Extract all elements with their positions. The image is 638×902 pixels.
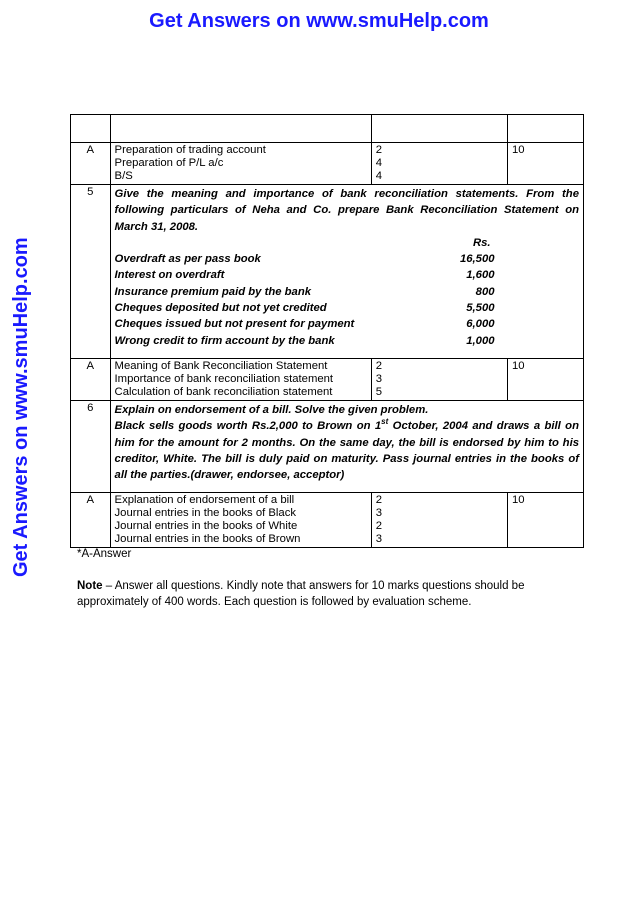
answer-total: 10 — [508, 493, 584, 548]
particular-label: Wrong credit to firm account by the bank — [114, 334, 335, 347]
ordinal-suffix: st — [381, 417, 389, 427]
mark-value: 2 — [375, 520, 382, 533]
particular-label: Overdraft as per pass book — [114, 253, 261, 266]
particular-row — [115, 333, 495, 349]
answer-label: A — [71, 143, 111, 185]
note-label: Note — [77, 580, 103, 592]
particular-amount: 6,000 — [466, 318, 495, 331]
note-text: – Answer all questions. Kindly note that answers for 10 marks questions should be approximately of 400 words. Each question is followed by evaluation scheme. — [77, 580, 525, 608]
question-text — [110, 400, 583, 492]
particular-amount: 16,500 — [459, 253, 495, 266]
particular-label: Insurance premium paid by the bank — [114, 285, 312, 298]
answer-item: Journal entries in the books of Brown — [114, 533, 301, 546]
answer-items — [110, 143, 371, 185]
particulars-header — [115, 235, 495, 251]
answer-label: A — [71, 358, 111, 400]
particular-amount: 1,600 — [466, 269, 495, 282]
answer-total: 10 — [508, 358, 584, 400]
answer-item: Meaning of Bank Reconciliation Statement — [114, 359, 328, 372]
answer-item: Preparation of trading account — [114, 144, 266, 156]
answer-item: B/S — [114, 170, 133, 182]
answer-item: Importance of bank reconciliation statement — [114, 372, 334, 385]
question-number: 5 — [71, 185, 111, 359]
particular-label: Cheques deposited but not yet credited — [114, 302, 327, 315]
particular-row — [115, 316, 495, 332]
mark-value: 5 — [375, 385, 382, 398]
mark-value: 2 — [375, 494, 382, 507]
question-table — [70, 114, 584, 548]
mark-value: 3 — [375, 507, 382, 520]
mark-value: 2 — [375, 144, 382, 156]
particular-row — [115, 267, 495, 283]
answer-footnote: *A-Answer — [77, 548, 132, 560]
currency-header: Rs. — [472, 236, 491, 249]
particular-label: Cheques issued but not present for payment — [114, 318, 355, 331]
question-row-5 — [71, 185, 584, 359]
particulars-table — [115, 235, 495, 349]
particular-amount: 5,500 — [466, 302, 495, 315]
answer-item: Calculation of bank reconciliation statement — [114, 385, 333, 398]
table-row-empty — [71, 115, 584, 143]
question-number: 6 — [71, 400, 111, 492]
particular-label: Interest on overdraft — [114, 269, 225, 282]
answer-marks — [371, 493, 507, 548]
mark-value: 2 — [375, 359, 382, 372]
answer-items — [110, 358, 371, 400]
mark-value: 4 — [375, 170, 382, 182]
watermark-banner-top: Get Answers on www.smuHelp.com — [149, 10, 489, 32]
answer-marks — [371, 143, 507, 185]
question-prompt: Give the meaning and importance of bank reconciliation statements. From the following particulars of Neha and Co. prepare Bank Reconciliation Statement on March 31, 2008. — [114, 188, 579, 233]
watermark-banner-side: Get Answers on www.smuHelp.com — [10, 237, 32, 577]
particular-amount: 1,000 — [466, 334, 495, 347]
answer-row-q6 — [71, 493, 584, 548]
problem-text-rest: October, 2004 and draws a bill on him for the amount for 2 months. On the same day, the bill is endorsed by him to his creditor, White. The bill is duly paid on maturity. Pass journal entries in the books of all the parties.(drawer, endorsee, acceptor) — [114, 420, 579, 482]
instructions-note — [77, 578, 577, 610]
answer-marks — [371, 358, 507, 400]
question-prompt: Explain on endorsement of a bill. Solve the given problem. — [114, 403, 429, 416]
mark-value: 3 — [375, 372, 382, 385]
problem-text-start: Black sells goods worth Rs.2,000 to Brown on 1 — [114, 420, 382, 433]
question-text — [110, 185, 583, 359]
answer-total: 10 — [508, 143, 584, 185]
answer-items — [110, 493, 371, 548]
question-row-6 — [71, 400, 584, 492]
question-problem — [115, 418, 579, 483]
answer-item: Preparation of P/L a/c — [114, 157, 224, 169]
answer-row-q4 — [71, 143, 584, 185]
answer-item: Journal entries in the books of Black — [114, 507, 297, 520]
particular-row — [115, 300, 495, 316]
particular-row — [115, 251, 495, 267]
particular-amount: 800 — [475, 285, 495, 298]
answer-item: Journal entries in the books of White — [114, 520, 298, 533]
particular-row — [115, 284, 495, 300]
answer-label: A — [71, 493, 111, 548]
answer-item: Explanation of endorsement of a bill — [114, 494, 295, 507]
answer-row-q5 — [71, 358, 584, 400]
mark-value: 3 — [375, 533, 382, 546]
mark-value: 4 — [375, 157, 382, 169]
